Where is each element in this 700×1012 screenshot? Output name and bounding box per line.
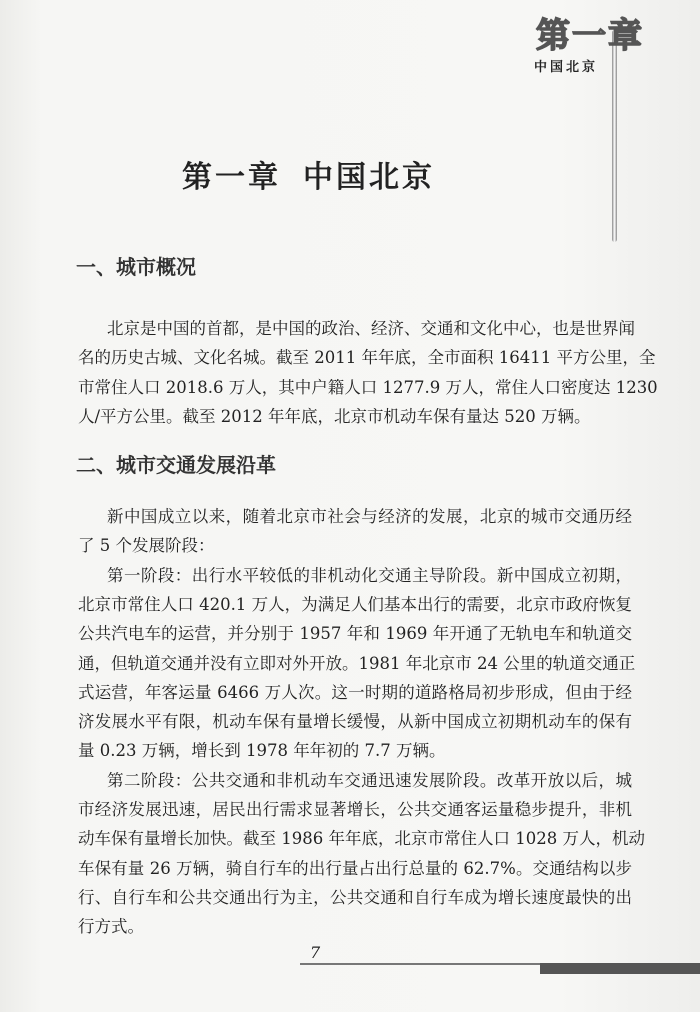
text-line: 济发展水平有限，机动车保有量增长缓慢，从新中国成立初期机动车的保有 [78, 712, 632, 732]
chapter-number: 第一章 [182, 160, 281, 195]
text-line: 式运营，年客运量 6466 万人次。这一时期的道路格局初步形成，但由于经 [78, 682, 632, 702]
text-line: 动车保有量增长加快。截至 1986 年年底，北京市常住人口 1028 万人，机动 [78, 829, 645, 849]
chapter-name: 中国北京 [303, 160, 435, 195]
footer-block [540, 963, 700, 974]
text-line: 通，但轨道交通并没有立即对外开放。1981 年北京市 24 公里的轨道交通正 [78, 653, 636, 673]
chapter-title [182, 160, 435, 196]
header-decorative-bar [612, 30, 617, 242]
running-header-chapter: 第一章 [536, 16, 644, 56]
text-line: 北京市常住人口 420.1 万人，为满足人们基本出行的需要，北京市政府恢复 [78, 594, 632, 614]
text-line: 第一阶段：出行水平较低的非机动化交通主导阶段。新中国成立初期， [107, 565, 632, 585]
text-line: 行、自行车和公共交通出行为主，公共交通和自行车成为增长速度最快的出 [78, 887, 632, 907]
text-line: 市常住人口 2018.6 万人，其中户籍人口 1277.9 万人，常住人口密度达 1230 [78, 377, 658, 397]
text-line: 第二阶段：公共交通和非机动车交通迅速发展阶段。改革开放以后，城 [107, 770, 632, 790]
text-line: 市经济发展迅速，居民出行需求显著增长，公共交通客运量稳步提升，非机 [78, 800, 632, 819]
text-line: 了 5 个发展阶段： [78, 536, 215, 556]
section-heading: 二、城市交通发展沿革 [76, 453, 276, 477]
text-line: 名的历史古城、文化名城。截至 2011 年年底，全市面积 16411 平方公里，全 [78, 348, 656, 368]
section-heading: 一、城市概况 [76, 255, 196, 279]
text-line: 量 0.23 万辆，增长到 1978 年年初的 7.7 万辆。 [78, 741, 446, 761]
page-number: 7 [310, 943, 321, 962]
text-line: 新中国成立以来，随着北京市社会与经济的发展，北京的城市交通历经 [107, 507, 632, 526]
text-line: 行方式。 [78, 917, 144, 937]
running-header-subtitle: 中国北京 [534, 60, 599, 75]
text-line: 车保有量 26 万辆，骑自行车的出行量占出行总量的 62.7%。交通结构以步 [78, 858, 632, 878]
text-line: 人/平方公里。截至 2012 年年底，北京市机动车保有量达 520 万辆。 [78, 406, 591, 426]
text-line: 公共汽电车的运营，并分别于 1957 年和 1969 年开通了无轨电车和轨道交 [78, 624, 632, 644]
text-line: 北京是中国的首都，是中国的政治、经济、交通和文化中心，也是世界闻 [107, 319, 635, 338]
